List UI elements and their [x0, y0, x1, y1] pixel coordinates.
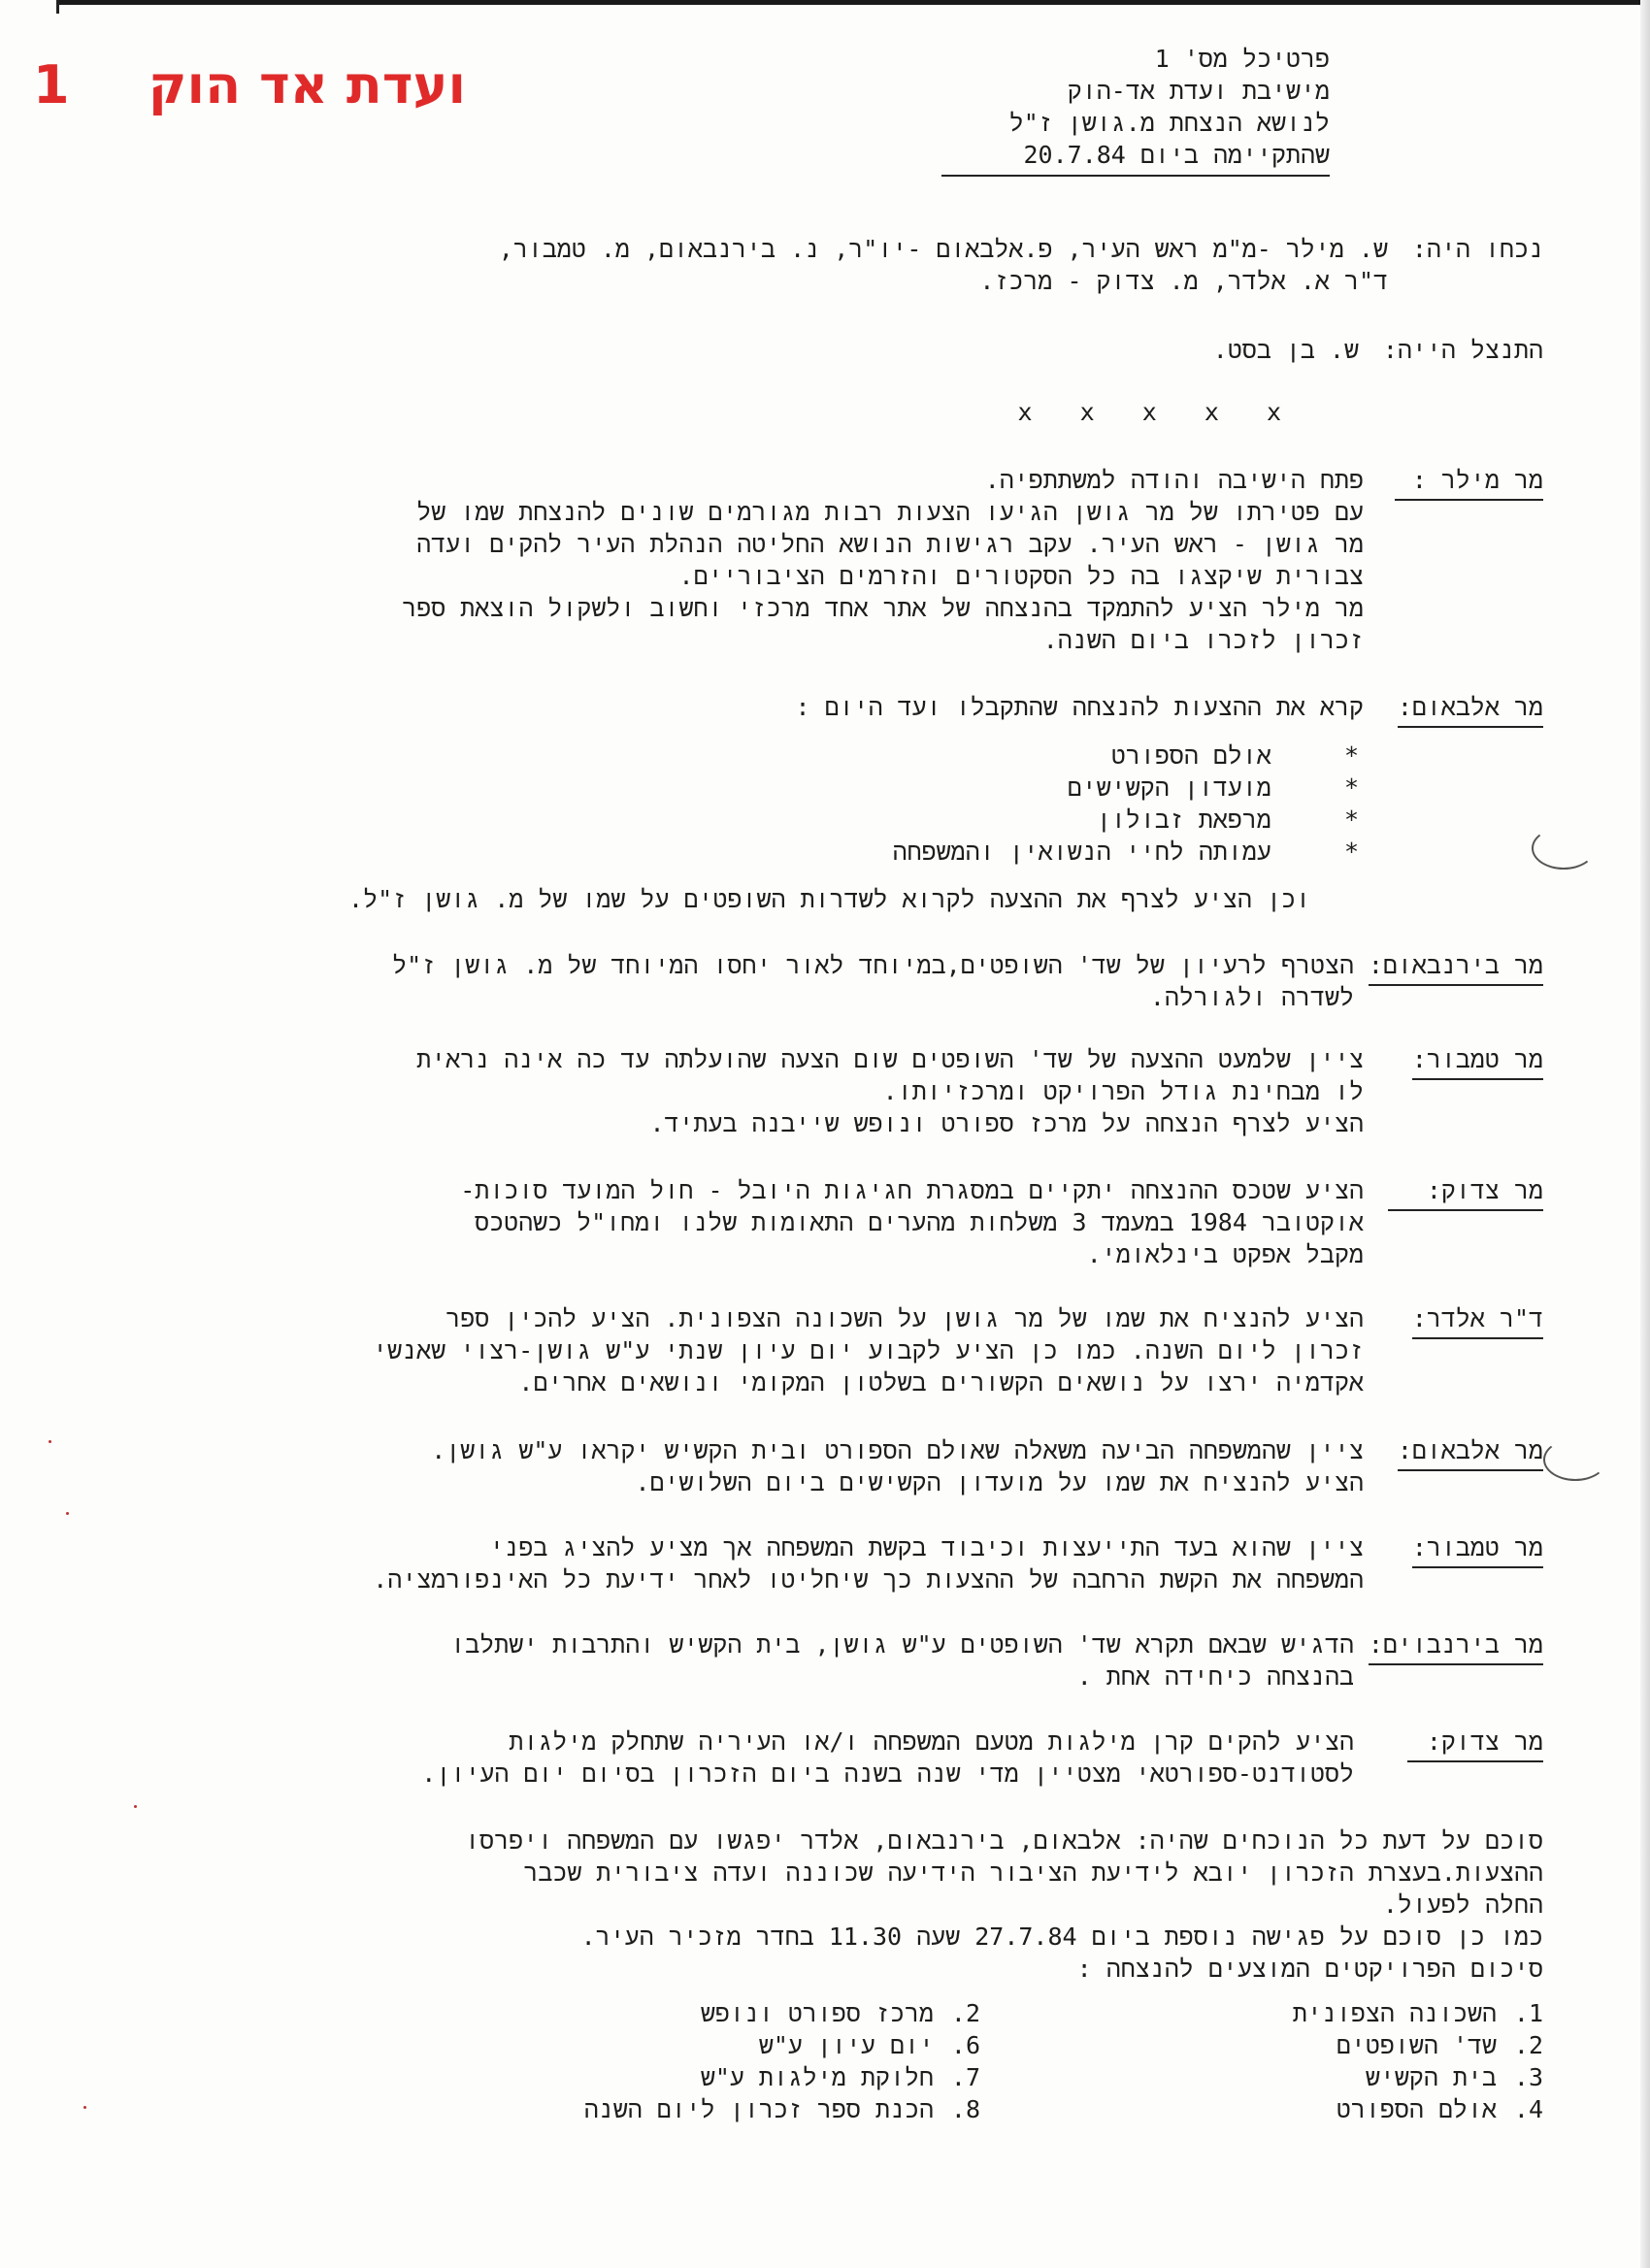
project-text: חלוקת מילגות ע"ש	[700, 2063, 934, 2091]
protocol-header	[825, 43, 1330, 171]
summary-line: ההצעות.בעצרת הזכרון יובא לידיעת הציבור הידיעה שכוננה ועדה ציבורית שכבר	[523, 1858, 1543, 1887]
scan-speck	[134, 1805, 137, 1808]
bullet-item: * מועדון הקשישים	[1067, 773, 1359, 802]
punch-hole-mark	[1532, 827, 1596, 870]
project-text: בית הקשיש	[1365, 2063, 1497, 2091]
entry-line: לשדרה ולגורלה.	[1149, 983, 1354, 1011]
project-item	[1155, 2029, 1543, 2061]
entry-body	[460, 1174, 1364, 1270]
stamp-title: ועדת אד הוק	[148, 54, 466, 115]
proposal-line: וכן הציע לצרף את ההצעה לקרוא לשדרות השופטים על שמו של מ. גושן ז"ל.	[348, 885, 1310, 913]
entry-line: זכרון לזכרו ביום השנה.	[1042, 626, 1364, 654]
bullet-item: * אולם הספורט	[1110, 741, 1359, 770]
separator-marks: x x x x x	[1017, 398, 1281, 426]
entry-body	[373, 1531, 1364, 1595]
bullet-item: * מרפאת זבולון	[1096, 805, 1359, 834]
entry-birnboim	[136, 1628, 1543, 1696]
entry-body	[392, 949, 1354, 1013]
project-item	[495, 2029, 980, 2061]
speaker-label: מר טמבור:	[1412, 1531, 1543, 1568]
project-item	[1155, 2093, 1543, 2125]
entry-line: מר מילר הציע להתמקד בהנצחה של אתר אחד מרכזי וחשוב ולשקול הוצאת ספר	[402, 594, 1364, 622]
entry-eldar	[136, 1302, 1543, 1399]
speaker-label: מר אלבאום:	[1398, 1434, 1543, 1471]
bullet-item: * עמותה לחיי הנשואין והמשפחה	[892, 838, 1359, 866]
present-line: ש. מילר -מ"מ ראש העיר, פ.אלבאום -יו"ר, נ. בירנבאום, מ. טמבור,	[498, 235, 1388, 263]
entry-line: הצטרף לרעיון של שד' השופטים,במיוחד לאור יחסו המיוחד של מ. גושן ז"ל	[392, 951, 1354, 979]
entry-line: הציע להנציח את שמו של מר גושן על השכונה הצפונית. הציע להכין ספר	[446, 1304, 1364, 1332]
project-number: 2.	[1513, 2031, 1543, 2059]
header-line: מישיבת ועדת אד-הוק	[1067, 77, 1330, 105]
header-line: שהתקיימה ביום 20.7.84	[1023, 141, 1330, 169]
projects-right-column	[1155, 1997, 1543, 2125]
entry-birnbaum	[136, 949, 1543, 1017]
header-line: לנושא הנצחת מ.גושן ז"ל	[1008, 109, 1330, 137]
entry-tzadok	[136, 1174, 1543, 1271]
entry-body	[450, 1628, 1354, 1693]
entry-body	[431, 1434, 1364, 1498]
project-text: השכונה הצפונית	[1292, 1999, 1497, 2027]
project-text: הכנת ספר זכרון ליום השנה	[583, 2095, 934, 2123]
bullet-text: מועדון הקשישים	[1067, 773, 1271, 802]
project-number: 2.	[950, 1999, 980, 2027]
entry-body	[421, 1726, 1354, 1790]
summary-section	[87, 1824, 1543, 1985]
entry-line: הציע להקים קרן מילגות מטעם המשפחה ו/או העיריה שתחלק מילגות	[509, 1727, 1354, 1756]
absent-section	[136, 334, 1543, 373]
entry-albaum-2	[136, 1434, 1543, 1502]
present-section	[136, 233, 1543, 301]
entry-line: הציע לצרף הנצחה על מרכז ספורט ונופש שייבנה בעתיד.	[649, 1109, 1364, 1137]
entry-line: לו מבחינת גודל הפרויקט ומרכזיותו.	[882, 1077, 1364, 1105]
entry-line: הדגיש שבאם תקרא שד' השופטים ע"ש גושן, בית הקשיש והתרבות ישתלבו	[450, 1630, 1354, 1659]
project-number: 6.	[950, 2031, 980, 2059]
project-text: אולם הספורט	[1336, 2095, 1497, 2123]
entry-line: אקדמיה ירצו על נושאים הקשורים בשלטון המקומי ונושאים אחרים.	[518, 1368, 1364, 1397]
project-number: 7.	[950, 2063, 980, 2091]
present-body	[499, 233, 1388, 297]
entry-line: בהנצחה כיחידה אחת .	[1076, 1662, 1354, 1691]
entry-line: מר גושן - ראש העיר. עקב רגישות הנושא החליטה הנהלת העיר להקים ועדה	[416, 530, 1364, 558]
absent-label: התנצל הייה:	[1382, 336, 1543, 364]
scan-speck	[49, 1440, 51, 1443]
bullet-text: מרפאת זבולון	[1096, 805, 1271, 834]
entry-body	[373, 1302, 1364, 1398]
project-text: שד' השופטים	[1336, 2031, 1497, 2059]
present-label: נכחו היה:	[1411, 235, 1543, 263]
scan-edge-top	[58, 0, 1650, 5]
summary-line: סוכם על דעת כל הנוכחים שהיה: אלבאום, בירנבאום, אלדר יפגשו עם המשפחה ויפרסו	[465, 1826, 1543, 1855]
project-number: 4.	[1513, 2095, 1543, 2123]
entry-line: מקבל אפקט בינלאומי.	[1086, 1240, 1364, 1268]
bullet-text: אולם הספורט	[1110, 741, 1271, 770]
scan-edge-left	[56, 0, 59, 14]
entry-tambour	[136, 1043, 1543, 1140]
project-item	[1155, 2061, 1543, 2093]
speaker-label: מר צדוק:	[1388, 1174, 1543, 1211]
project-number: 8.	[950, 2095, 980, 2123]
entry-body	[416, 1043, 1364, 1139]
present-line: ד"ר א. אלדר, מ. צדוק - מרכז.	[979, 267, 1388, 295]
entry-line: צבורית שיקצגו בה כל הסקטורים והזרמים הציבוריים.	[678, 562, 1364, 590]
absent-text: ש. בן בסט.	[1212, 336, 1359, 364]
project-item	[495, 1997, 980, 2029]
projects-left-column	[495, 1997, 980, 2125]
summary-line: סיכום הפרויקטים המוצעים להנצחה :	[1076, 1955, 1543, 1983]
project-text: יום עיון ע"ש	[758, 2031, 934, 2059]
project-number: 1.	[1513, 1999, 1543, 2027]
entry-line: הציע להנציח את שמו על מועדון הקשישים ביום השלושים.	[635, 1468, 1364, 1496]
project-item	[495, 2061, 980, 2093]
speaker-label: מר אלבאום:	[1398, 691, 1543, 728]
proposal-bullets	[485, 740, 1359, 868]
entry-line: הציע שטכס ההנצחה יתקיים במסגרת חגיגות היובל - חול המועד סוכות-	[460, 1176, 1364, 1204]
header-underline	[941, 175, 1330, 177]
entry-body	[402, 464, 1364, 656]
entry-line: זכרון ליום השנה. כמו כן הציע לקבוע יום עיון שנתי ע"ש גושן-רצוי שאנשי	[373, 1336, 1364, 1364]
header-line: פרטיכל מס' 1	[1154, 45, 1330, 73]
entry-line: לסטודנט-ספורטאי מצטיין מדי שנה בשנה ביום הזכרון בסיום יום העיון.	[421, 1759, 1354, 1788]
project-item	[495, 2093, 980, 2125]
entry-tambour-2	[136, 1531, 1543, 1599]
entry-tzadok-2	[136, 1726, 1543, 1793]
entry-albaum	[136, 691, 1543, 730]
scan-edge-right	[1640, 0, 1650, 2268]
speaker-label: מר מילר :	[1395, 464, 1543, 501]
scan-speck	[83, 2106, 86, 2109]
entry-line: קרא את ההצעות להנצחה שהתקבלו ועד היום :	[795, 693, 1364, 721]
speaker-label: מר טמבור:	[1412, 1043, 1543, 1080]
entry-line: ציין שלמעט ההצעה של שד' השופטים שום הצעה שהועלתה עד כה אינה נראית	[416, 1045, 1364, 1073]
entry-line: אוקטובר 1984 במעמד 3 משלחות מהערים התאומות שלנו ומחו"ל כשהטכס	[475, 1208, 1364, 1236]
speaker-label: מר בירנבוים:	[1369, 1628, 1543, 1665]
speaker-label: מר בירנבאום:	[1369, 949, 1543, 986]
entry-line: עם פטירתו של מר גושן הגיעו הצעות רבות מגורמים שונים להנצחת שמו של	[416, 498, 1364, 526]
entry-miller	[136, 464, 1543, 658]
project-text: מרכז ספורט ונופש	[700, 1999, 934, 2027]
scan-speck	[66, 1512, 69, 1515]
project-number: 3.	[1513, 2063, 1543, 2091]
project-item	[1155, 1997, 1543, 2029]
punch-hole-mark	[1543, 1438, 1607, 1481]
summary-line: כמו כן סוכם על פגישה נוספת ביום 27.7.84 שעה 11.30 בחדר מזכיר העיר.	[580, 1923, 1543, 1951]
speaker-label: ד"ר אלדר:	[1412, 1302, 1543, 1339]
entry-line: ציין שהמשפחה הביעה משאלה שאולם הספורט ובית הקשיש יקראו ע"ש גושן.	[431, 1436, 1364, 1464]
entry-line: המשפחה את הקשת הרחבה של ההצעות כך שיחליטו לאחר ידיעת כל האינפורמציה.	[373, 1565, 1364, 1594]
entry-line: פתח הישיבה והודה למשתתפיה.	[984, 466, 1364, 494]
summary-line: החלה לפעול.	[1382, 1890, 1543, 1919]
stamp-number: 1	[33, 54, 70, 115]
bullet-text: עמותה לחיי הנשואין והמשפחה	[892, 838, 1271, 866]
entry-line: ציין שהוא בעד התייעצות וכיבוד בקשת המשפחה אך מציע להציג בפני	[489, 1533, 1364, 1561]
speaker-label: מר צדוק:	[1407, 1726, 1543, 1762]
